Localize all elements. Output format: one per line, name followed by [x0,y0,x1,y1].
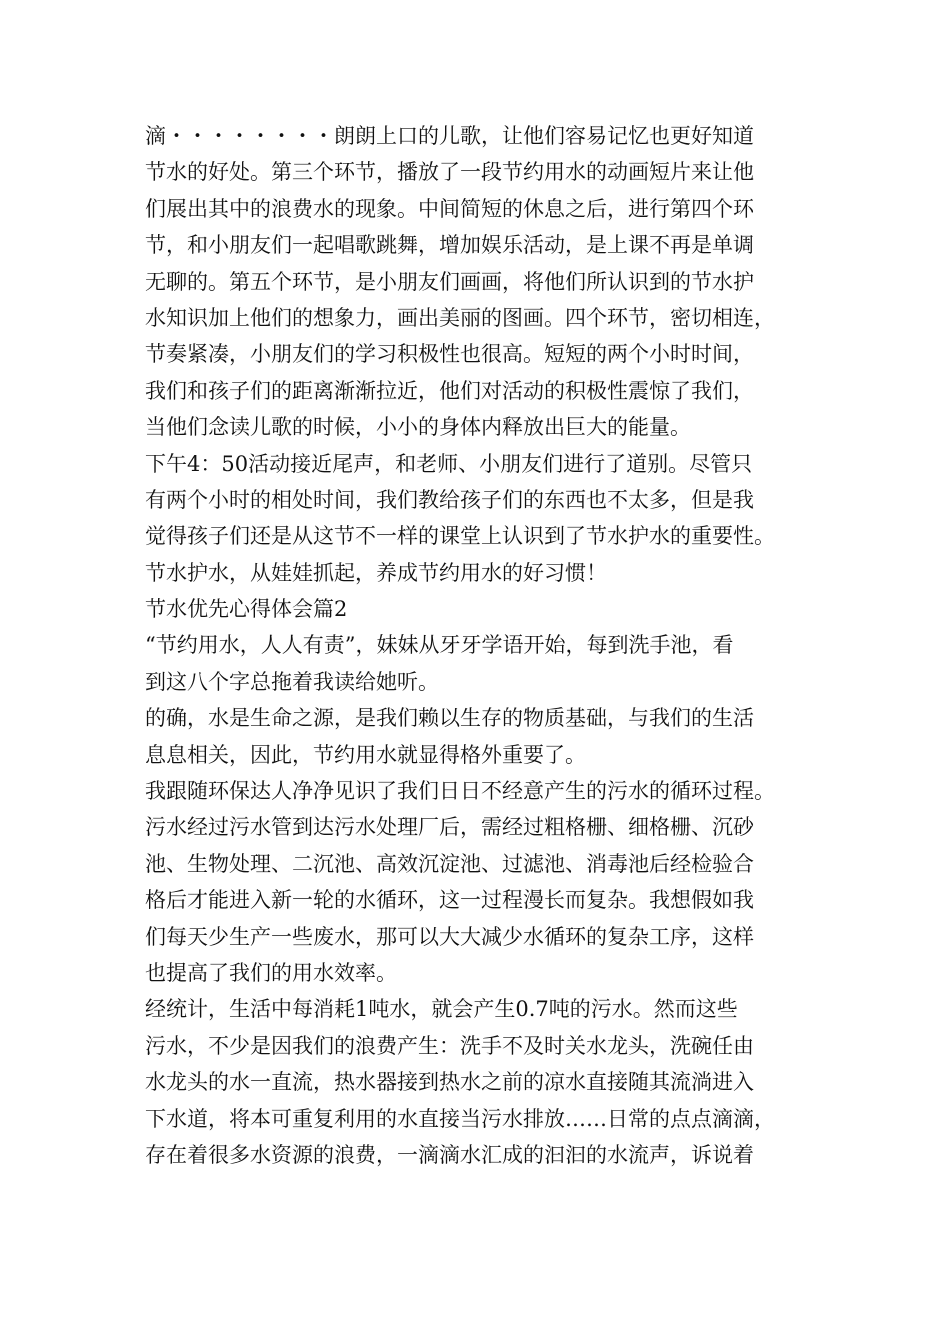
text-line: 存在着很多水资源的浪费，一滴滴水汇成的汩汩的水流声，诉说着 [145,1142,754,1167]
text-line: 水知识加上他们的想象力，画出美丽的图画。四个环节，密切相连， [145,305,775,330]
document-body [145,118,825,1173]
text-line: 我们和孩子们的距离渐渐拉近，他们对活动的积极性震惊了我们， [145,378,754,403]
text-line: 格后才能进入新一轮的水循环，这一过程漫长而复杂。我想假如我 [145,888,754,913]
text-line: 们每天少生产一些废水，那可以大大减少水循环的复杂工序，这样 [145,924,754,949]
text-line: 节水的好处。第三个环节，播放了一段节约用水的动画短片来让他 [145,160,754,185]
text-line: 到这八个字总拖着我读给她听。 [145,669,439,694]
text-line: 有两个小时的相处时间，我们教给孩子们的东西也不太多，但是我 [145,487,754,512]
text-line: 我跟随环保达人净净见识了我们日日不经意产生的污水的循环过程。 [145,779,775,804]
text-line: 污水，不少是因我们的浪费产生：洗手不及时关水龙头，洗碗任由 [145,1033,754,1058]
text-line: 节水护水，从娃娃抓起，养成节约用水的好习惯！ [145,560,607,585]
text-line: 们展出其中的浪费水的现象。中间简短的休息之后，进行第四个环 [145,196,754,221]
text-line: 的确，水是生命之源，是我们赖以生存的物质基础，与我们的生活 [145,706,754,731]
text-line: 污水经过污水管到达污水处理厂后，需经过粗格栅、细格栅、沉砂 [145,815,754,840]
text-line: 池、生物处理、二沉池、高效沉淀池、过滤池、消毒池后经检验合 [145,851,754,876]
text-line: 觉得孩子们还是从这节不一样的课堂上认识到了节水护水的重要性。 [145,524,775,549]
text-line: 经统计，生活中每消耗1吨水，就会产生0.7吨的污水。然而这些 [145,997,738,1022]
text-line: 节奏紧凑，小朋友们的学习积极性也很高。短短的两个小时时间， [145,342,754,367]
text-line: 水龙头的水一直流，热水器接到热水之前的凉水直接随其流淌进入 [145,1070,754,1095]
section-heading: 节水优先心得体会篇2 [145,597,348,622]
text-line: 无聊的。第五个环节，是小朋友们画画，将他们所认识到的节水护 [145,269,754,294]
text-line: 当他们念读儿歌的时候，小小的身体内释放出巨大的能量。 [145,415,691,440]
text-line: 息息相关，因此，节约用水就显得格外重要了。 [145,742,586,767]
text-line: 下水道，将本可重复利用的水直接当污水排放……日常的点点滴滴， [145,1106,775,1131]
text-line: 节，和小朋友们一起唱歌跳舞，增加娱乐活动，是上课不再是单调 [145,233,754,258]
text-line: 也提高了我们的用水效率。 [145,960,397,985]
text-line: “节约用水，人人有责”，妹妹从牙牙学语开始，每到洗手池，看 [145,633,734,658]
text-line: 滴・・・・・・・・朗朗上口的儿歌，让他们容易记忆也更好知道 [145,124,754,148]
text-line: 下午4：50活动接近尾声，和老师、小朋友们进行了道别。尽管只 [145,451,753,476]
